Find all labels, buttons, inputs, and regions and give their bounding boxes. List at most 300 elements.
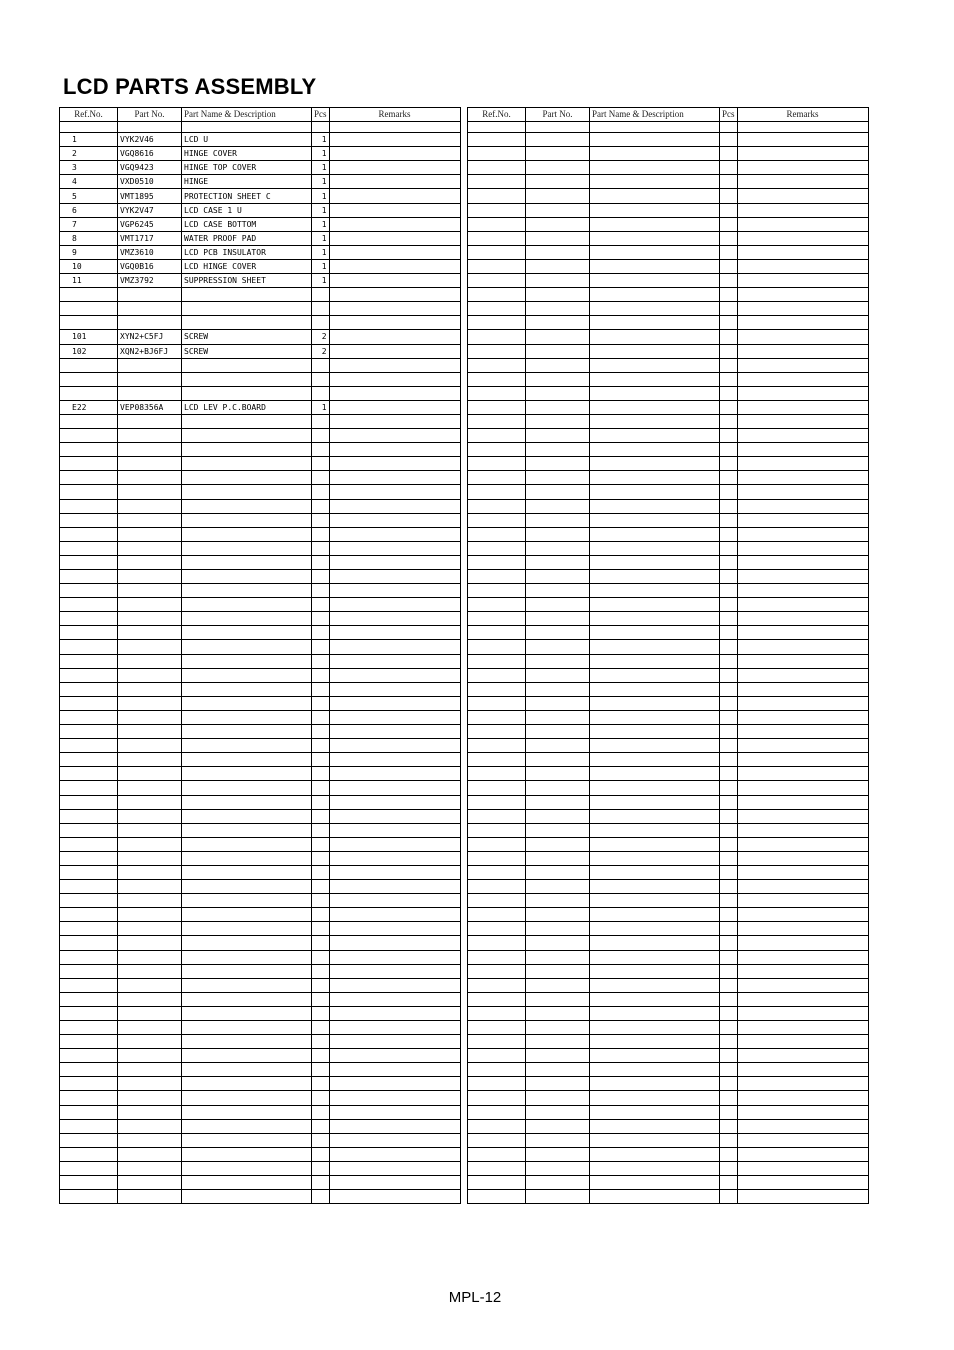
cell-description (590, 668, 720, 682)
cell-remarks (329, 555, 460, 569)
cell-part-no (118, 880, 182, 894)
cell-description (182, 1077, 312, 1091)
cell-pcs (312, 527, 330, 541)
cell-ref-no: 3 (60, 161, 118, 175)
cell-description (590, 330, 720, 344)
cell-remarks (329, 922, 460, 936)
cell-pcs: 1 (312, 147, 330, 161)
cell-ref-no (60, 541, 118, 555)
cell-pcs (312, 1105, 330, 1119)
cell-ref-no (468, 978, 526, 992)
cell-ref-no (468, 231, 526, 245)
cell-ref-no (468, 1105, 526, 1119)
cell-pcs (720, 161, 738, 175)
cell-part-no (526, 330, 590, 344)
cell-description (590, 302, 720, 316)
cell-pcs (312, 429, 330, 443)
cell-ref-no (60, 372, 118, 386)
cell-ref-no (60, 612, 118, 626)
cell-remarks (737, 302, 868, 316)
cell-description (590, 1147, 720, 1161)
cell-pcs (720, 598, 738, 612)
cell-part-no: VYK2V46 (118, 133, 182, 147)
cell-pcs (720, 725, 738, 739)
cell-remarks (329, 809, 460, 823)
cell-remarks (737, 147, 868, 161)
cell-description (182, 1119, 312, 1133)
cell-pcs (720, 1049, 738, 1063)
table-row (60, 485, 461, 499)
cell-remarks (329, 823, 460, 837)
cell-remarks (737, 259, 868, 273)
cell-part-no (118, 978, 182, 992)
cell-pcs (312, 612, 330, 626)
cell-ref-no (468, 767, 526, 781)
cell-part-no (526, 203, 590, 217)
table-row (60, 400, 461, 414)
cell-ref-no (60, 1035, 118, 1049)
table-row (60, 936, 461, 950)
cell-remarks (329, 767, 460, 781)
cell-remarks (329, 894, 460, 908)
cell-remarks (737, 485, 868, 499)
cell-description (590, 781, 720, 795)
cell-remarks (329, 795, 460, 809)
cell-remarks (329, 908, 460, 922)
table-header-row (468, 108, 869, 122)
cell-pcs (312, 654, 330, 668)
cell-description (590, 725, 720, 739)
cell-ref-no (60, 1161, 118, 1175)
cell-pcs (720, 330, 738, 344)
table-row (468, 555, 869, 569)
cell-remarks (329, 1049, 460, 1063)
cell-ref-no (60, 823, 118, 837)
cell-part-no (526, 485, 590, 499)
cell-pcs (312, 302, 330, 316)
table-row (468, 767, 869, 781)
cell-part-no (118, 1176, 182, 1190)
cell-description (182, 555, 312, 569)
table-row (60, 1035, 461, 1049)
table-row (60, 781, 461, 795)
cell-ref-no (468, 429, 526, 443)
table-row (468, 414, 869, 428)
cell-remarks (737, 1105, 868, 1119)
cell-remarks (329, 626, 460, 640)
cell-ref-no (468, 950, 526, 964)
cell-pcs (720, 189, 738, 203)
cell-remarks (737, 1035, 868, 1049)
cell-description (182, 682, 312, 696)
table-row (60, 147, 461, 161)
cell-ref-no: 6 (60, 203, 118, 217)
column-header-part-no: Part No. (118, 108, 182, 122)
cell-ref-no (468, 499, 526, 513)
cell-part-no (526, 710, 590, 724)
cell-remarks (329, 499, 460, 513)
table-row (60, 330, 461, 344)
cell-pcs (312, 725, 330, 739)
table-row (60, 189, 461, 203)
cell-ref-no (60, 950, 118, 964)
cell-remarks (329, 696, 460, 710)
cell-description (590, 795, 720, 809)
cell-remarks (329, 471, 460, 485)
cell-description (182, 739, 312, 753)
table-row (468, 161, 869, 175)
cell-pcs (720, 1119, 738, 1133)
cell-remarks (737, 640, 868, 654)
cell-pcs (720, 992, 738, 1006)
cell-remarks (329, 710, 460, 724)
cell-part-no (118, 1021, 182, 1035)
cell-description (590, 612, 720, 626)
cell-remarks (737, 584, 868, 598)
cell-remarks (737, 1119, 868, 1133)
cell-description (590, 555, 720, 569)
cell-pcs (720, 471, 738, 485)
cell-description (590, 274, 720, 288)
cell-part-no: VMZ3792 (118, 274, 182, 288)
cell-ref-no (468, 682, 526, 696)
cell-remarks (737, 189, 868, 203)
cell-remarks (737, 710, 868, 724)
cell-part-no (118, 513, 182, 527)
cell-pcs (720, 781, 738, 795)
cell-pcs (312, 1021, 330, 1035)
cell-pcs (312, 809, 330, 823)
cell-remarks (329, 682, 460, 696)
cell-part-no (526, 541, 590, 555)
cell-part-no (526, 640, 590, 654)
column-header-pcs: Pcs (312, 108, 330, 122)
cell-remarks (737, 654, 868, 668)
cell-pcs (312, 837, 330, 851)
cell-remarks (737, 1176, 868, 1190)
cell-part-no (526, 682, 590, 696)
cell-remarks (329, 950, 460, 964)
cell-remarks (329, 302, 460, 316)
cell-pcs (312, 471, 330, 485)
table-row (468, 1161, 869, 1175)
cell-remarks (737, 865, 868, 879)
cell-pcs (312, 978, 330, 992)
cell-ref-no (60, 386, 118, 400)
cell-part-no (118, 781, 182, 795)
table-row (468, 274, 869, 288)
parts-table-right (467, 107, 869, 1204)
table-row (60, 471, 461, 485)
table-row (468, 696, 869, 710)
cell-pcs (312, 696, 330, 710)
cell-pcs: 1 (312, 400, 330, 414)
cell-description (182, 443, 312, 457)
cell-part-no (118, 570, 182, 584)
cell-remarks (737, 936, 868, 950)
cell-description: LCD CASE 1 U (182, 203, 312, 217)
cell-description: SCREW (182, 344, 312, 358)
cell-remarks (737, 880, 868, 894)
cell-part-no (118, 1063, 182, 1077)
cell-description (590, 499, 720, 513)
cell-pcs: 1 (312, 274, 330, 288)
cell-part-no (526, 372, 590, 386)
cell-description (590, 1161, 720, 1175)
table-row (60, 1105, 461, 1119)
cell-remarks (737, 1021, 868, 1035)
table-row (60, 541, 461, 555)
cell-remarks (329, 612, 460, 626)
cell-part-no (118, 471, 182, 485)
table-row (468, 288, 869, 302)
cell-ref-no (468, 316, 526, 330)
table-row (60, 654, 461, 668)
cell-pcs (312, 795, 330, 809)
cell-part-no (118, 767, 182, 781)
cell-ref-no (60, 696, 118, 710)
cell-part-no (526, 443, 590, 457)
table-row (468, 231, 869, 245)
cell-description (182, 823, 312, 837)
cell-ref-no (468, 555, 526, 569)
cell-ref-no (60, 1077, 118, 1091)
table-row (468, 964, 869, 978)
cell-pcs (720, 1105, 738, 1119)
cell-part-no (526, 1133, 590, 1147)
cell-pcs (720, 795, 738, 809)
cell-part-no (526, 1119, 590, 1133)
cell-ref-no (60, 1021, 118, 1035)
cell-ref-no (60, 964, 118, 978)
cell-remarks (737, 372, 868, 386)
cell-ref-no: 7 (60, 217, 118, 231)
cell-part-no (118, 485, 182, 499)
cell-pcs (312, 767, 330, 781)
cell-remarks (737, 513, 868, 527)
cell-pcs (720, 936, 738, 950)
cell-part-no (526, 245, 590, 259)
cell-part-no (526, 1021, 590, 1035)
cell-description (182, 1176, 312, 1190)
cell-pcs (312, 626, 330, 640)
cell-remarks (737, 696, 868, 710)
cell-description (182, 1049, 312, 1063)
cell-part-no (526, 499, 590, 513)
cell-ref-no (468, 865, 526, 879)
cell-part-no (526, 386, 590, 400)
cell-pcs (312, 513, 330, 527)
cell-part-no (118, 1133, 182, 1147)
cell-part-no (526, 696, 590, 710)
cell-remarks (329, 189, 460, 203)
cell-pcs (720, 259, 738, 273)
cell-description (182, 612, 312, 626)
column-header-description: Part Name & Description (590, 108, 720, 122)
cell-remarks (329, 1063, 460, 1077)
cell-description (182, 795, 312, 809)
cell-pcs (312, 781, 330, 795)
cell-ref-no (468, 541, 526, 555)
cell-ref-no (468, 1147, 526, 1161)
cell-description (590, 147, 720, 161)
cell-part-no (526, 527, 590, 541)
table-row (468, 654, 869, 668)
table-row (468, 781, 869, 795)
cell-ref-no (60, 865, 118, 879)
cell-pcs (720, 1035, 738, 1049)
cell-part-no (118, 499, 182, 513)
cell-description: LCD PCB INSULATOR (182, 245, 312, 259)
cell-ref-no (60, 725, 118, 739)
cell-remarks (737, 978, 868, 992)
cell-ref-no (468, 1035, 526, 1049)
cell-description (182, 1035, 312, 1049)
cell-remarks (737, 429, 868, 443)
cell-ref-no (468, 1091, 526, 1105)
cell-pcs (720, 245, 738, 259)
cell-part-no (526, 612, 590, 626)
cell-part-no (118, 710, 182, 724)
table-row (468, 471, 869, 485)
table-row (468, 936, 869, 950)
cell-description (590, 1190, 720, 1204)
cell-part-no (526, 725, 590, 739)
cell-ref-no (60, 358, 118, 372)
cell-ref-no: 1 (60, 133, 118, 147)
cell-part-no (118, 865, 182, 879)
cell-part-no (526, 133, 590, 147)
cell-description (182, 922, 312, 936)
cell-pcs (720, 1077, 738, 1091)
cell-part-no: VYK2V47 (118, 203, 182, 217)
cell-description (590, 739, 720, 753)
cell-pcs: 1 (312, 259, 330, 273)
cell-remarks (329, 1176, 460, 1190)
cell-pcs (720, 400, 738, 414)
cell-remarks (329, 1147, 460, 1161)
cell-description (182, 781, 312, 795)
cell-part-no (526, 598, 590, 612)
cell-description (590, 922, 720, 936)
cell-pcs (312, 1035, 330, 1049)
table-row (60, 1147, 461, 1161)
cell-part-no (118, 386, 182, 400)
cell-pcs (720, 865, 738, 879)
table-row (60, 880, 461, 894)
cell-pcs (720, 626, 738, 640)
table-row (60, 767, 461, 781)
table-row (468, 1105, 869, 1119)
cell-part-no (118, 696, 182, 710)
cell-ref-no (60, 555, 118, 569)
cell-part-no (526, 908, 590, 922)
cell-part-no (526, 302, 590, 316)
cell-remarks (329, 725, 460, 739)
table-row (468, 1063, 869, 1077)
cell-ref-no (468, 710, 526, 724)
cell-pcs (312, 386, 330, 400)
cell-description (590, 443, 720, 457)
cell-remarks (737, 274, 868, 288)
cell-pcs (312, 682, 330, 696)
table-row (468, 217, 869, 231)
cell-ref-no (60, 640, 118, 654)
cell-part-no (526, 781, 590, 795)
cell-part-no (526, 1105, 590, 1119)
cell-part-no (526, 1190, 590, 1204)
cell-remarks (329, 837, 460, 851)
cell-ref-no (60, 316, 118, 330)
cell-remarks (329, 147, 460, 161)
cell-description (182, 386, 312, 400)
cell-description (590, 400, 720, 414)
cell-remarks (329, 133, 460, 147)
cell-remarks (737, 541, 868, 555)
table-row (60, 231, 461, 245)
cell-remarks (737, 809, 868, 823)
table-row (60, 344, 461, 358)
cell-description: WATER PROOF PAD (182, 231, 312, 245)
cell-ref-no (60, 598, 118, 612)
cell-pcs (720, 612, 738, 626)
cell-ref-no (468, 823, 526, 837)
cell-pcs (720, 386, 738, 400)
cell-ref-no (60, 1119, 118, 1133)
cell-description (182, 725, 312, 739)
column-header-remarks: Remarks (329, 108, 460, 122)
cell-remarks (737, 682, 868, 696)
cell-remarks (329, 584, 460, 598)
cell-ref-no (60, 781, 118, 795)
cell-ref-no (60, 753, 118, 767)
table-row (60, 1176, 461, 1190)
cell-remarks (329, 880, 460, 894)
table-row (60, 1021, 461, 1035)
cell-ref-no (468, 485, 526, 499)
table-row (60, 950, 461, 964)
cell-pcs (720, 809, 738, 823)
table-row (468, 584, 869, 598)
cell-description (590, 541, 720, 555)
cell-pcs: 2 (312, 330, 330, 344)
spacer-cell (329, 122, 460, 133)
cell-part-no (118, 739, 182, 753)
cell-part-no (526, 584, 590, 598)
cell-description (182, 710, 312, 724)
cell-pcs (720, 739, 738, 753)
table-row (60, 386, 461, 400)
cell-description (590, 457, 720, 471)
cell-description (590, 1119, 720, 1133)
cell-ref-no (468, 1063, 526, 1077)
cell-description (182, 894, 312, 908)
cell-ref-no (60, 414, 118, 428)
table-row (468, 400, 869, 414)
cell-ref-no (468, 1021, 526, 1035)
cell-part-no (118, 358, 182, 372)
table-row (60, 612, 461, 626)
cell-remarks (329, 851, 460, 865)
cell-remarks (329, 217, 460, 231)
cell-part-no (526, 1035, 590, 1049)
cell-part-no (118, 809, 182, 823)
cell-description (182, 767, 312, 781)
cell-remarks (737, 457, 868, 471)
cell-description (182, 358, 312, 372)
cell-ref-no (468, 203, 526, 217)
table-row (60, 1190, 461, 1204)
